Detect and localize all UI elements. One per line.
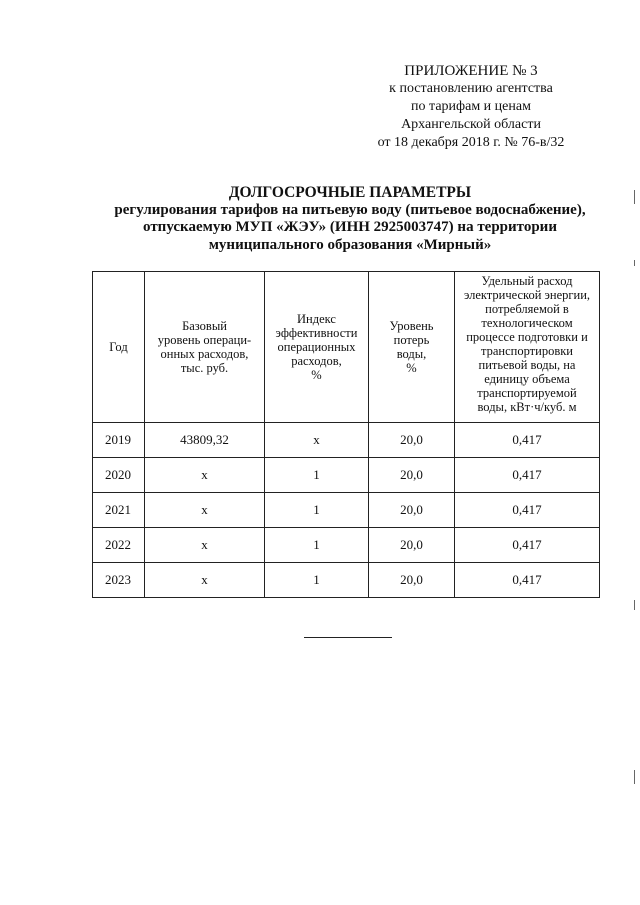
title-line: регулирования тарифов на питьевую воду (питьевое водоснабжение),	[114, 201, 586, 218]
scan-edge-mark	[634, 770, 635, 784]
cell-year: 2023	[93, 563, 145, 598]
table-row	[93, 423, 600, 458]
cell-efficiency-index: 1	[265, 493, 369, 528]
header-water-losses: Уровень потерь воды, %	[369, 272, 455, 423]
cell-efficiency-index: 1	[265, 458, 369, 493]
cell-water-losses: 20,0	[369, 528, 455, 563]
appendix-heading: ПРИЛОЖЕНИЕ № 3	[404, 63, 538, 79]
header-base-opex: Базовый уровень операци- онных расходов, тыс. руб.	[145, 272, 265, 423]
appendix-line: по тарифам и ценам	[411, 99, 531, 114]
title-heading: ДОЛГОСРОЧНЫЕ ПАРАМЕТРЫ	[228, 184, 472, 201]
appendix-line: к постановлению агентства	[389, 81, 553, 96]
cell-energy-consumption: 0,417	[455, 528, 600, 563]
cell-base-opex: х	[145, 563, 265, 598]
table-row	[93, 563, 600, 598]
cell-water-losses: 20,0	[369, 493, 455, 528]
header-energy-consumption: Удельный расход электрической энергии, потребляемой в технологическом процессе подготовки и транспортировки питьевой воды, на единицу объема транспортируемой воды, кВт·ч/куб. м	[455, 272, 600, 423]
header-year: Год	[93, 272, 145, 423]
cell-water-losses: 20,0	[369, 423, 455, 458]
parameters-table	[92, 271, 600, 598]
cell-base-opex: х	[145, 528, 265, 563]
document-title	[60, 184, 640, 254]
cell-year: 2022	[93, 528, 145, 563]
cell-energy-consumption: 0,417	[455, 563, 600, 598]
cell-base-opex: х	[145, 458, 265, 493]
cell-energy-consumption: 0,417	[455, 423, 600, 458]
cell-efficiency-index: х	[265, 423, 369, 458]
header-efficiency-index: Индекс эффективности операционных расходов, %	[265, 272, 369, 423]
cell-energy-consumption: 0,417	[455, 458, 600, 493]
title-line: отпускаемую МУП «ЖЭУ» (ИНН 2925003747) на территории	[143, 219, 557, 235]
table-row	[93, 458, 600, 493]
scan-edge-mark	[634, 190, 635, 204]
cell-base-opex: 43809,32	[145, 423, 265, 458]
cell-year: 2021	[93, 493, 145, 528]
cell-water-losses: 20,0	[369, 458, 455, 493]
cell-year: 2020	[93, 458, 145, 493]
scan-edge-mark	[634, 600, 635, 610]
appendix-date-number: от 18 декабря 2018 г. № 76-в/32	[377, 135, 565, 150]
appendix-line: Архангельской области	[401, 117, 541, 132]
table-row	[93, 493, 600, 528]
scan-edge-mark	[634, 260, 635, 266]
cell-efficiency-index: 1	[265, 563, 369, 598]
cell-energy-consumption: 0,417	[455, 493, 600, 528]
table-row	[93, 528, 600, 563]
appendix-block	[340, 62, 602, 152]
cell-efficiency-index: 1	[265, 528, 369, 563]
cell-water-losses: 20,0	[369, 563, 455, 598]
cell-year: 2019	[93, 423, 145, 458]
table-header-row	[93, 272, 600, 423]
title-line: муниципального образования «Мирный»	[208, 236, 492, 253]
cell-base-opex: х	[145, 493, 265, 528]
closing-separator-line	[304, 637, 392, 638]
